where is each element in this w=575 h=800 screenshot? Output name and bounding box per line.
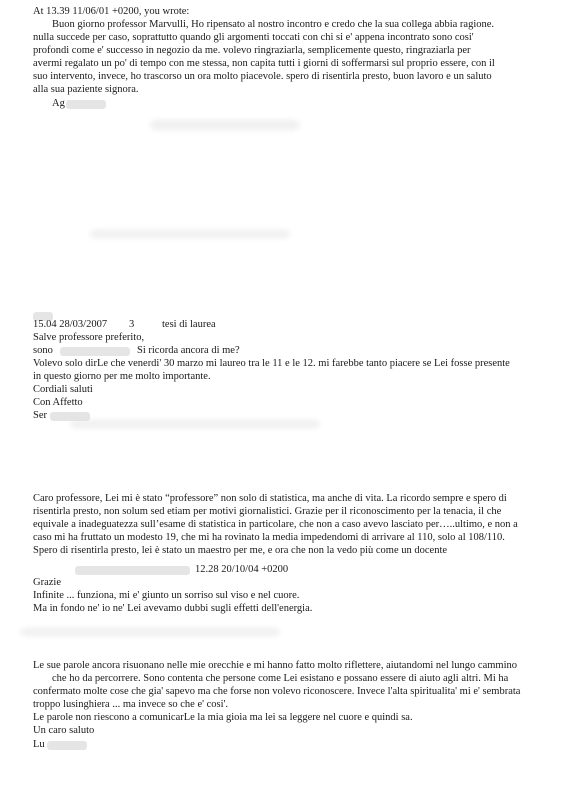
email2-body-line: Volevo solo dirLe che venerdi' 30 marzo mi laureo tra le 11 e le 12. mi farebbe tanto piacere se Lei fosse presente — [33, 358, 510, 369]
email5-signature: Lu — [33, 739, 45, 750]
email2-sono: sono — [33, 345, 53, 356]
email2-header-subject: tesi di laurea — [162, 319, 216, 330]
email5-line: Le sue parole ancora risuonano nelle mie orecchie e mi hanno fatto molto riflettere, aiutandomi nel lungo cammino — [33, 660, 517, 671]
email1-signature: Ag — [52, 98, 65, 109]
email5-line: confermato molte cose che gia' sapevo ma che forse non volevo riconoscere. Invece l'alta spiritualita' mi e' sembrata — [33, 686, 521, 697]
redacted-name — [50, 412, 90, 421]
email3-line: Caro professore, Lei mi è stato “professore” non solo di statistica, ma anche di vita. La ricordo sempre e spero di — [33, 493, 507, 504]
email2-greeting: Salve professore preferito, — [33, 332, 145, 343]
email1-line: avermi regalato un po' di tempo con me stessa, non capita tutti i giorni di soffermarsi sul proprio essere, con il — [33, 58, 495, 69]
email5-closing: Un caro saluto — [33, 725, 95, 736]
email2-header-number: 3 — [129, 319, 135, 330]
email5-line: troppo lusinghiera ... ma invece so che e' cosi'. — [33, 699, 229, 710]
email1-header: At 13.39 11/06/01 +0200, you wrote: — [33, 6, 190, 17]
email5-line: che ho da percorrere. Sono contenta che persone come Lei esistano e possano essere di aiuto agli altri. Mi ha — [52, 673, 509, 684]
email4-line: Ma in fondo ne' io ne' Lei avevamo dubbi sugli effetti dell'energia. — [33, 603, 313, 614]
email3-line: risentirla presto, non solum sed etiam per motivi giornalistici. Grazie per il riconoscimento per la tenacia, il che — [33, 506, 502, 517]
redacted-address — [75, 566, 190, 575]
email2-question: Si ricorda ancora di me? — [137, 345, 240, 356]
email2-closing: Con Affetto — [33, 397, 83, 408]
email1-line: alla sua paziente signora. — [33, 84, 139, 95]
email2-body-line: in questo giorno per me molto importante. — [33, 371, 211, 382]
redacted-name — [47, 741, 87, 750]
email4-header: 12.28 20/10/04 +0200 — [195, 564, 289, 575]
email4-greeting: Grazie — [33, 577, 61, 588]
email3-line: Spero di risentirla presto, lei è stato un maestro per me, e ora che non la vedo più come un docente — [33, 545, 448, 556]
redacted-name — [66, 100, 106, 109]
email1-line: nulla succede per caso, soprattutto quando gli argomenti toccati con chi si e' appena incontrato sono cosi' — [33, 32, 474, 43]
scan-smudge — [70, 420, 320, 428]
email1-greeting: Buon giorno professor Marvulli, Ho ripensato al nostro incontro e credo che la sua collega abbia ragione. — [52, 19, 495, 30]
redacted-name — [60, 347, 130, 356]
scan-smudge — [90, 230, 290, 238]
scan-smudge — [150, 120, 300, 130]
email1-line: suo intervento, invece, ho trascorso un ora molto piacevole. spero di risentirla presto, buon lavoro e un saluto — [33, 71, 492, 82]
email2-header-date: 15.04 28/03/2007 — [33, 319, 108, 330]
scan-smudge — [20, 628, 280, 636]
email3-line: caso mi ha fruttato un modesto 19, che mi ha rovinato la media impedendomi di arrivare al 110, solo al 108/110. — [33, 532, 505, 543]
email5-parole-line: Le parole non riescono a comunicarLe la mia gioia ma lei sa leggere nel cuore e quindi sa. — [33, 712, 413, 723]
email3-line: equivale a inadeguatezza sull’esame di statistica in particolare, che non a caso avevo lasciato per…..ultimo, e non a — [33, 519, 518, 530]
email1-line: profondi come e' successo in negozio da me. volevo ringraziarla, semplicemente questo, ringraziarla per — [33, 45, 471, 56]
email4-line: Infinite ... funziona, mi e' giunto un sorriso sul viso e nel cuore. — [33, 590, 300, 601]
email2-signature: Ser — [33, 410, 47, 421]
email2-closing: Cordiali saluti — [33, 384, 93, 395]
